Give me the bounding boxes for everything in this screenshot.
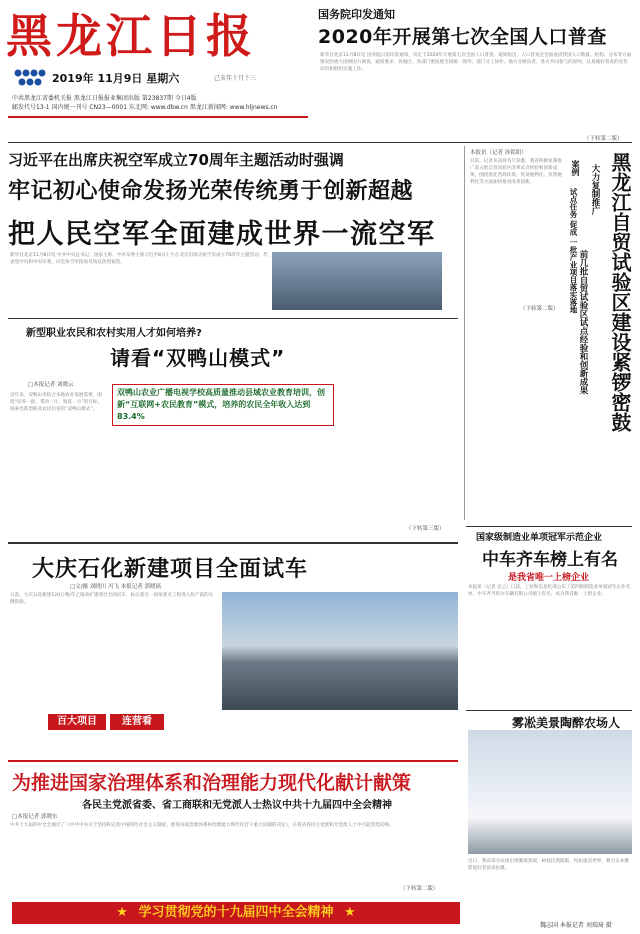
banner-label: 学习贯彻党的十九届四中全会精神 bbox=[138, 905, 334, 920]
star-icon: ★ bbox=[344, 905, 356, 920]
snow-headline[interactable]: 雾凇美景陶醉农场人 bbox=[512, 716, 621, 730]
rail-body: 本报讯（记者 吴云）日前，工业和信息化部公布了第四批制造业单项冠军企业名单，中车齐齐哈尔车辆有限公司榜上有名，成为我省唯一上榜企业。 bbox=[468, 585, 631, 597]
fta-subtitle: 试点任务 促成 一批产业项目落实落地 bbox=[569, 188, 578, 314]
daqing-headline[interactable]: 大庆石化新建项目全面试车 bbox=[32, 557, 309, 582]
star-icon: ★ bbox=[116, 905, 128, 920]
snow-photo-credit: 魏志国 本报记者 刘瑞琦 摄 bbox=[540, 922, 612, 929]
duck-kicker: 新型职业农民和农村实用人才如何培养? bbox=[26, 328, 202, 339]
rail-subheadline: 是我省唯一上榜企业 bbox=[508, 573, 590, 583]
lunar-date: 己亥年十月十三 bbox=[214, 75, 257, 82]
duck-body-continued bbox=[114, 428, 454, 532]
codes-line: 邮发代号13-1 国内统一刊号 CN23—0001 东北网: www.dbw.cn 黑龙江新闻网: www.hljnews.cn bbox=[12, 104, 278, 111]
daqing-tag-projects[interactable]: 百大项目 bbox=[48, 714, 106, 730]
fta-byline: 本报讯（记者 孙铭阳） bbox=[470, 150, 527, 156]
fta-headline[interactable]: 黑龙江自贸试验区建设紧锣密鼓 bbox=[608, 152, 632, 432]
gov-divider bbox=[8, 760, 458, 762]
fta-body: 日前，记者从省商务厅获悉，我省积极复制推广前五批自贸试验区改革试点经验和创新成果，围绕优化营商环境、贸易便利化、投资便利化等方面加快推进改革创新。 bbox=[470, 159, 562, 185]
fta-sideline-2: 前几批自贸试验区试点经验和创新成果 bbox=[578, 250, 588, 395]
lead-body: 新华社北京11月8日电 中共中央总书记、国家主席、中央军委主席习近平8日上午在北京出席庆祝空军成立70周年主题活动，代表党中央和中央军委，向全体空军指战员致以热烈祝贺。 bbox=[10, 253, 268, 265]
notice-kicker: 国务院印发通知 bbox=[318, 8, 395, 21]
masthead-divider bbox=[8, 116, 308, 118]
duck-divider bbox=[8, 318, 458, 319]
fta-case-label: 案例 bbox=[571, 160, 580, 176]
notice-headline[interactable]: 2020年开展第七次全国人口普查 bbox=[318, 26, 607, 48]
gov-byline: □本报记者 郭晓东 bbox=[12, 814, 58, 820]
daqing-byline: □文/摄 刘晓川 冯飞 本报记者 郭晓瑶 bbox=[70, 584, 162, 590]
rail-headline[interactable]: 中车齐车榜上有名 bbox=[482, 550, 618, 570]
notice-body: 新华社北京11月8日电 国务院日前印发通知，决定于2020年开展第七次全国人口普查。通知指出，人口普查是全面查清我国人口数量、结构、分布等方面情况的重大国情国力调查。通知要求，各地区、各部门要按照全国统一领导、部门分工协作、地方分级负责、各方共同参与的原则，认真做好普查的宣传动员和组织实施工作。 bbox=[320, 53, 632, 72]
duck-byline: □本报记者 刘晓云 bbox=[28, 382, 74, 388]
issue-date: 2019年 11月9日 星期六 bbox=[52, 72, 180, 85]
duck-headline[interactable]: 请看“双鸭山模式” bbox=[110, 346, 286, 370]
duck-subtitle: 双鸭山农业广播电视学校高质量推动县域农业教育培训，创新“互联网+农民教育”模式，培养的农民全年收入达到83.4% bbox=[112, 384, 334, 426]
lead-headline-line1[interactable]: 牢记初心使命发扬光荣传统勇于创新超越 bbox=[8, 179, 414, 204]
publisher-info bbox=[12, 94, 306, 112]
lead-headline-line2[interactable]: 把人民空军全面建成世界一流空军 bbox=[8, 219, 436, 250]
gov-body: 中共十九届四中全会通过了《中共中央关于坚持和完善中国特色社会主义制度、推进国家治理体系和治理能力现代化若干重大问题的决定》，在我省各民主党派和无党派人士中引起热烈反响。 bbox=[10, 823, 394, 828]
duck-body: 近年来，双鸭山市结合本地农业发展需要，围绕“培养一批、带动一片、致富一方”的目标，探索出新型职业农民培育的“双鸭山模式”。 bbox=[10, 393, 103, 412]
rail-divider bbox=[466, 526, 632, 527]
snow-caption: 近日，我省部分农场出现雾凇景观，树枝挂满银霜，宛如童话世界，吸引众多摄影爱好者前来拍摄。 bbox=[468, 859, 629, 871]
gov-headline[interactable]: 为推进国家治理体系和治理能力现代化献计献策 bbox=[12, 772, 412, 794]
study-banner[interactable] bbox=[12, 902, 460, 924]
notice-continued: （下转第二版） bbox=[584, 136, 623, 142]
daqing-photo bbox=[222, 592, 458, 710]
newspaper-logo-icon bbox=[14, 68, 48, 90]
section-divider bbox=[8, 142, 632, 143]
fta-sideline-1: 大力复制推广 bbox=[590, 164, 600, 215]
lead-photo bbox=[272, 252, 442, 310]
gov-subheadline: 各民主党派省委、省工商联和无党派人士热议中共十九届四中全会精神 bbox=[82, 800, 392, 811]
duck-continued: （下转第三版） bbox=[406, 526, 445, 532]
gov-continued: （下转第二版） bbox=[400, 886, 439, 892]
lead-kicker: 习近平在出席庆祝空军成立70周年主题活动时强调 bbox=[8, 151, 344, 169]
publisher-line: 中共黑龙江省委机关报 黑龙江日报报业集团出版 第23837期 今日4版 bbox=[12, 95, 197, 102]
daqing-tag-watch[interactable]: 连营看 bbox=[110, 714, 164, 730]
newspaper-masthead: 黑龙江日报 bbox=[6, 9, 256, 63]
daqing-divider bbox=[8, 542, 458, 544]
rail-kicker: 国家级制造业单项冠军示范企业 bbox=[476, 533, 603, 543]
lead-continued: （下转第二版） bbox=[520, 306, 559, 312]
snow-photo bbox=[468, 730, 632, 854]
snow-divider bbox=[466, 710, 632, 711]
date-row bbox=[14, 66, 296, 94]
daqing-body: 日前，大庆石化新建120万吨/年乙烯改扩建项目全面试车，标志着这一国家重点工程进入投产前的关键阶段。 bbox=[10, 593, 214, 605]
